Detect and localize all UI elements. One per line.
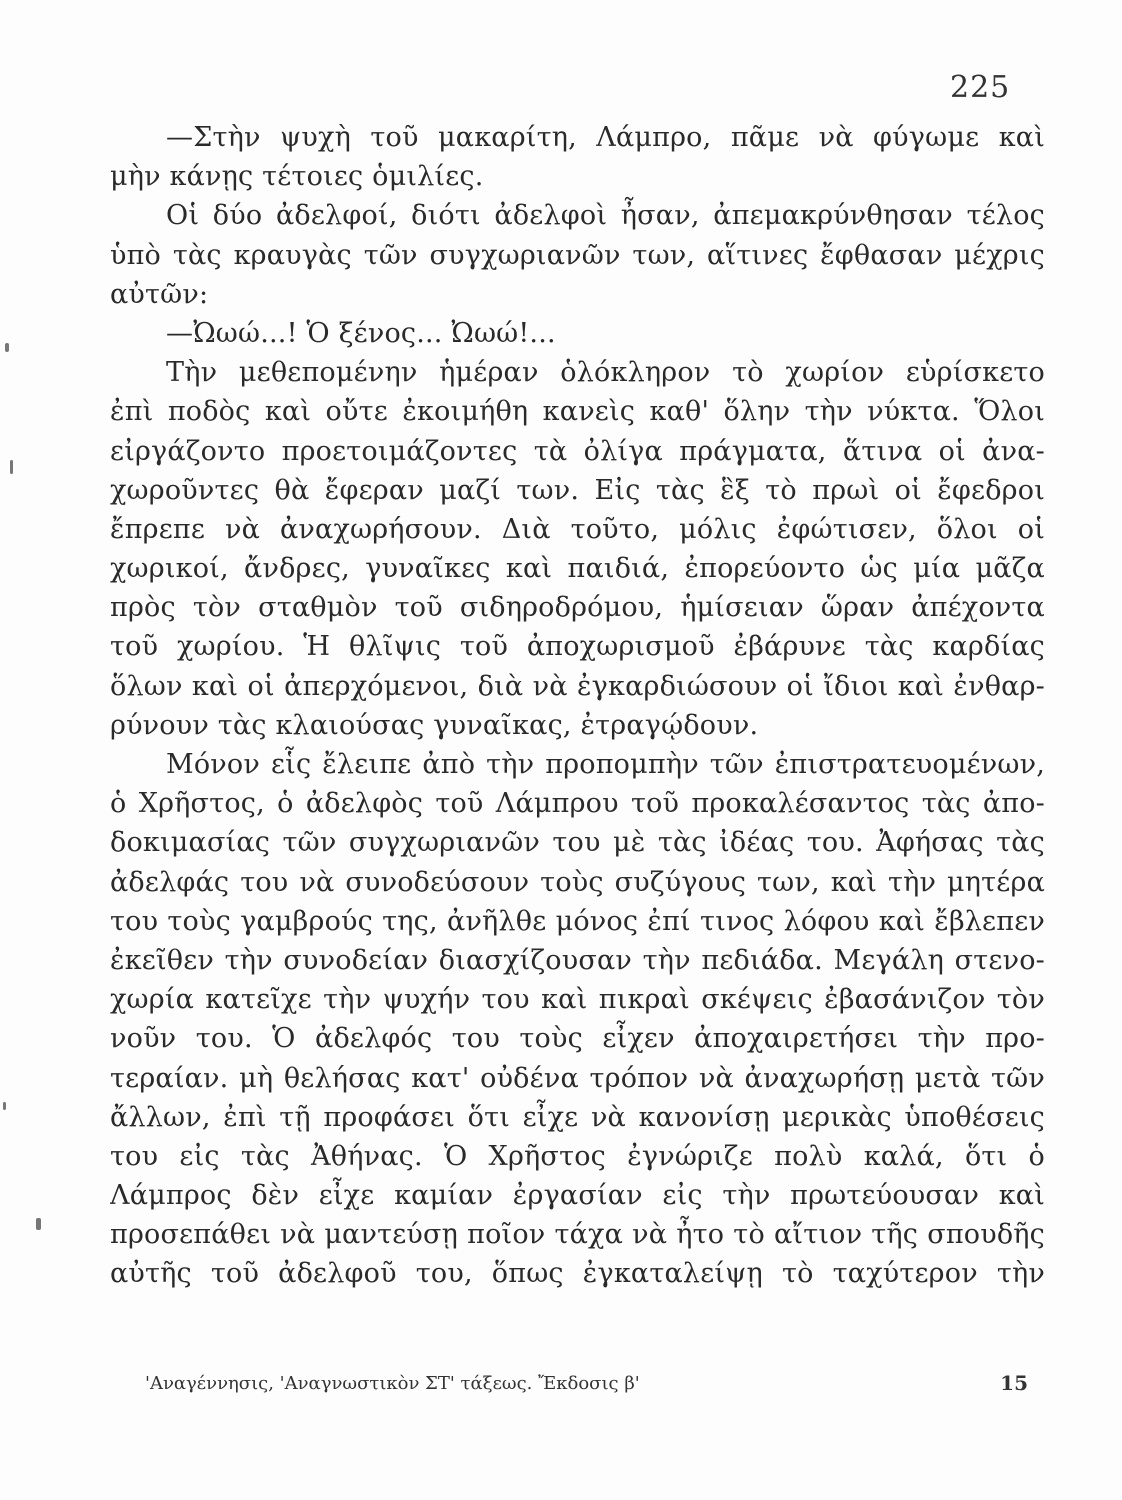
- text-line: ὁ Χρῆστος, ὁ ἀδελφὸς τοῦ Λάμπρου τοῦ προκαλέσαντος τὰς ἀπο-: [110, 788, 1045, 820]
- text-line: ὑπὸ τὰς κραυγὰς τῶν συγχωριανῶν των, αἵτινες ἔφθασαν μέχρις: [110, 239, 1045, 271]
- text-line: του εἰς τὰς Ἀθήνας. Ὁ Χρῆστος ἐγνώριζε πολὺ καλά, ὅτι ὁ: [110, 1140, 1045, 1172]
- text-line: ἀδελφάς του νὰ συνοδεύσουν τοὺς συζύγους των, καὶ τὴν μητέρα: [110, 866, 1045, 898]
- text-line: ἐπὶ ποδὸς καὶ οὔτε ἐκοιμήθη κανεὶς καθ' ὅλην τὴν νύκτα. Ὅλοι: [110, 396, 1045, 428]
- text-line: νοῦν του. Ὁ ἀδελφός του τοὺς εἶχεν ἀποχαιρετήσει τὴν προ-: [110, 1023, 1045, 1055]
- text-line: τοῦ χωρίου. Ἡ θλῖψις τοῦ ἀποχωρισμοῦ ἐβάρυνε τὰς καρδίας: [110, 631, 1045, 663]
- text-line: προσεπάθει νὰ μαντεύσῃ ποῖον τάχα νὰ ἦτο τὸ αἴτιον τῆς σπουδῆς: [110, 1219, 1045, 1251]
- text-line: του τοὺς γαμβρούς της, ἀνῆλθε μόνος ἐπί τινος λόφου καὶ ἔβλεπεν: [110, 905, 1045, 937]
- text-line: ἔπρεπε νὰ ἀναχωρήσουν. Διὰ τοῦτο, μόλις ἐφώτισεν, ὅλοι οἱ: [110, 513, 1045, 545]
- margin-speck: [36, 1218, 41, 1230]
- margin-speck: [5, 343, 9, 352]
- text-line: δοκιμασίας τῶν συγχωριανῶν του μὲ τὰς ἰδέας του. Ἀφήσας τὰς: [110, 827, 1045, 859]
- text-line: χωρικοί, ἄνδρες, γυναῖκες καὶ παιδιά, ἐπορεύοντο ὡς μία μᾶζα: [110, 553, 1045, 585]
- text-line: πρὸς τὸν σταθμὸν τοῦ σιδηροδρόμου, ἡμίσειαν ὥραν ἀπέχοντα: [110, 592, 1045, 624]
- text-line: αὐτῶν:: [110, 278, 209, 310]
- text-line: αὐτῆς τοῦ ἀδελφοῦ του, ὅπως ἐγκαταλείψῃ τὸ ταχύτερον τὴν: [110, 1258, 1045, 1290]
- text-line: Λάμπρος δὲν εἶχε καμίαν ἐργασίαν εἰς τὴν πρωτεύουσαν καὶ: [110, 1180, 1045, 1212]
- text-line: χωροῦντες θὰ ἔφεραν μαζί των. Εἰς τὰς ἓξ τὸ πρωὶ οἱ ἔφεδροι: [110, 474, 1045, 506]
- margin-speck: [10, 460, 13, 474]
- body-text: [110, 118, 1045, 1358]
- text-line: μὴν κάνῃς τέτοιες ὁμιλίες.: [110, 161, 484, 193]
- margin-speck: [3, 1102, 6, 1110]
- signature-mark: 15: [1000, 1371, 1028, 1395]
- text-line: Μόνον εἷς ἔλειπε ἀπὸ τὴν προπομπὴν τῶν ἐπιστρατευομένων,: [166, 749, 1045, 780]
- footer-source: 'Αναγέννησις, 'Αναγνωστικὸν ΣΤ' τάξεως. Ἔκδοσις β': [145, 1373, 640, 1394]
- text-line: τεραίαν. μὴ θελήσας κατ' οὐδένα τρόπον νὰ ἀναχωρήσῃ μετὰ τῶν: [110, 1062, 1045, 1094]
- text-line: ἄλλων, ἐπὶ τῇ προφάσει ὅτι εἶχε νὰ κανονίσῃ μερικὰς ὑποθέσεις: [110, 1101, 1045, 1133]
- text-line: —Ὠωώ...! Ὁ ξένος... Ὠωώ!...: [166, 317, 556, 349]
- text-line: Τὴν μεθεπομένην ἡμέραν ὁλόκληρον τὸ χωρίον εὑρίσκετο: [166, 357, 1045, 389]
- text-line: Οἱ δύο ἀδελφοί, διότι ἀδελφοὶ ἦσαν, ἀπεμακρύνθησαν τέλος: [166, 200, 1045, 232]
- text-line: εἰργάζοντο προετοιμάζοντες τὰ ὀλίγα πράγματα, ἅτινα οἱ ἀνα-: [110, 435, 1045, 467]
- text-line: ρύνουν τὰς κλαιούσας γυναῖκας, ἐτραγῴδουν.: [110, 709, 759, 741]
- text-line: ἐκεῖθεν τὴν συνοδείαν διασχίζουσαν τὴν πεδιάδα. Μεγάλη στενο-: [110, 944, 1045, 976]
- text-line: ὅλων καὶ οἱ ἀπερχόμενοι, διὰ νὰ ἐγκαρδιώσουν οἱ ἴδιοι καὶ ἐνθαρ-: [110, 670, 1045, 702]
- text-line: —Στὴν ψυχὴ τοῦ μακαρίτη, Λάμπρο, πᾶμε νὰ φύγωμε καὶ: [166, 122, 1045, 153]
- text-line: χωρία κατεῖχε τὴν ψυχήν του καὶ πικραὶ σκέψεις ἐβασάνιζον τὸν: [110, 984, 1045, 1016]
- page-footer: [145, 1373, 1040, 1403]
- page-number: 225: [950, 70, 1011, 105]
